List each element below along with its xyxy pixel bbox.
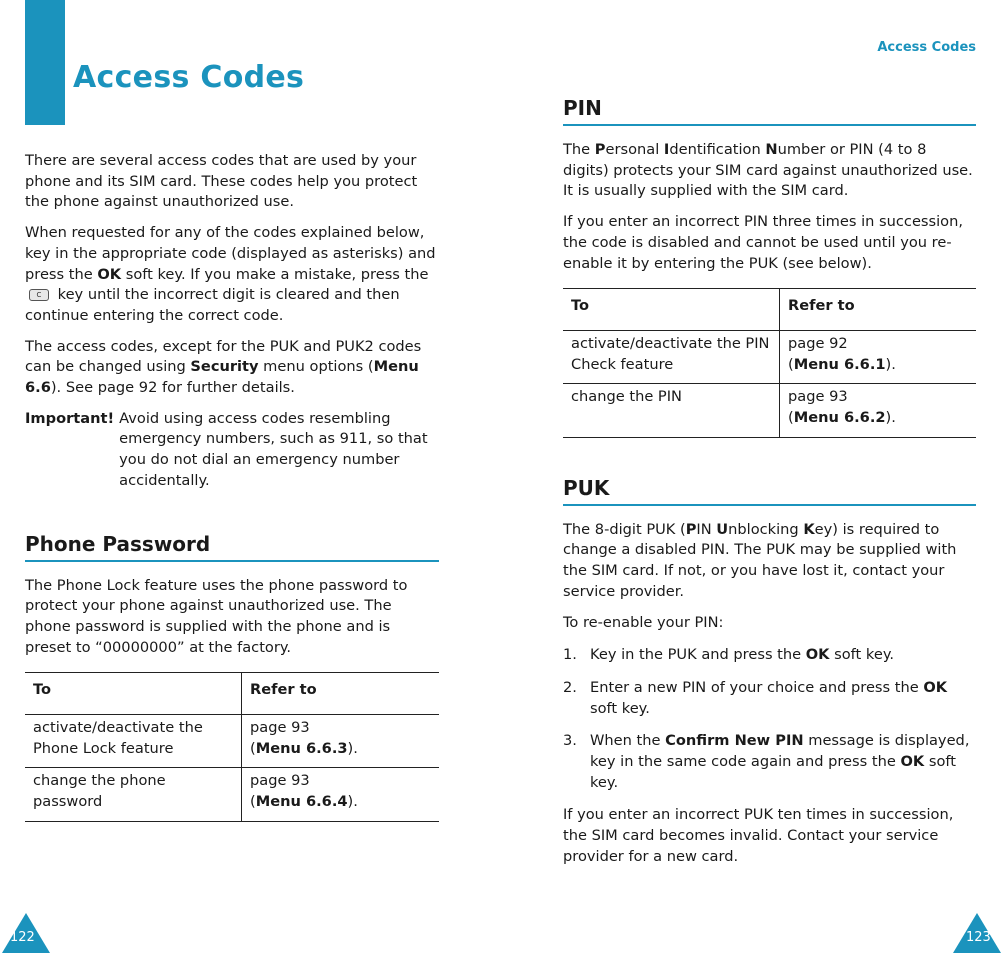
intro-paragraph: There are several access codes that are used by your phone and its SIM card. These codes help you protect the phone against unauthorized use.	[25, 152, 418, 211]
important-note	[25, 409, 439, 492]
table-row: change the PIN page 93 (Menu 6.6.2).	[563, 384, 976, 437]
list-item: 2. Enter a new PIN of your choice and press the OK soft key.	[563, 678, 948, 717]
chapter-title: Access Codes	[73, 60, 305, 95]
table-row: activate/deactivate the Phone Lock feature page 93 (Menu 6.6.3).	[25, 715, 439, 768]
table-header-refer: Refer to	[780, 289, 977, 331]
chapter-color-bar	[25, 0, 65, 125]
re-enable-steps	[563, 645, 976, 793]
important-label: Important!	[25, 409, 115, 427]
phone-password-table	[25, 672, 439, 822]
changeable-paragraph: The access codes, except for the PUK and PUK2 codes can be changed using Security menu options (Menu 6.6). See page 92 for further details.	[25, 337, 422, 397]
table-header-refer: Refer to	[242, 673, 440, 715]
list-item: 1. Key in the PUK and press the OK soft key.	[563, 646, 895, 664]
important-text: Avoid using access codes resembling emergency numbers, such as 911, so that you do not dial an emergency number accidentally.	[119, 409, 428, 489]
pin-paragraph-1: The Personal Identification Number or PIN (4 to 8 digits) protects your SIM card against unauthorized use. It is usually supplied with the SIM card.	[563, 141, 973, 200]
table-row: change the phone password page 93 (Menu 6.6.4).	[25, 768, 439, 821]
section-heading-phone-password: Phone Password	[25, 532, 439, 562]
pin-paragraph-2: If you enter an incorrect PIN three times in succession, the code is disabled and cannot be used until you re-enable it by entering the PUK (see below).	[563, 213, 963, 272]
page-number-left: 122	[10, 930, 35, 945]
table-header-to: To	[25, 673, 242, 715]
section-heading-pin: PIN	[563, 96, 976, 126]
puk-paragraph-3: If you enter an incorrect PUK ten times in succession, the SIM card becomes invalid. Contact your service provider for a new card.	[563, 806, 954, 865]
requested-paragraph: When requested for any of the codes explained below, key in the appropriate code (displayed as asterisks) and press the OK soft key. If you make a mistake, press the C key until the incorrect digit is cleared and then continue entering the correct code.	[25, 224, 436, 324]
left-page	[25, 151, 439, 822]
table-row: activate/deactivate the PIN Check feature page 92 (Menu 6.6.1).	[563, 330, 976, 383]
clear-key-icon: C	[29, 289, 49, 301]
table-header-to: To	[563, 289, 780, 331]
page-number-right: 123	[966, 930, 991, 945]
puk-paragraph-2: To re-enable your PIN:	[563, 613, 724, 631]
pin-table	[563, 288, 976, 438]
puk-paragraph-1: The 8-digit PUK (PIN Unblocking Key) is required to change a disabled PIN. The PUK may be supplied with the SIM card. If not, or you have lost it, contact your service provider.	[563, 520, 957, 600]
list-item: 3. When the Confirm New PIN message is displayed, key in the same code again and press the OK soft key.	[563, 732, 970, 791]
section-heading-puk: PUK	[563, 476, 976, 506]
right-page	[563, 96, 976, 868]
running-header: Access Codes	[877, 40, 976, 55]
phone-password-paragraph: The Phone Lock feature uses the phone password to protect your phone against unauthorized use. The phone password is supplied with the phone and is preset to “00000000” at the factory.	[25, 576, 408, 656]
